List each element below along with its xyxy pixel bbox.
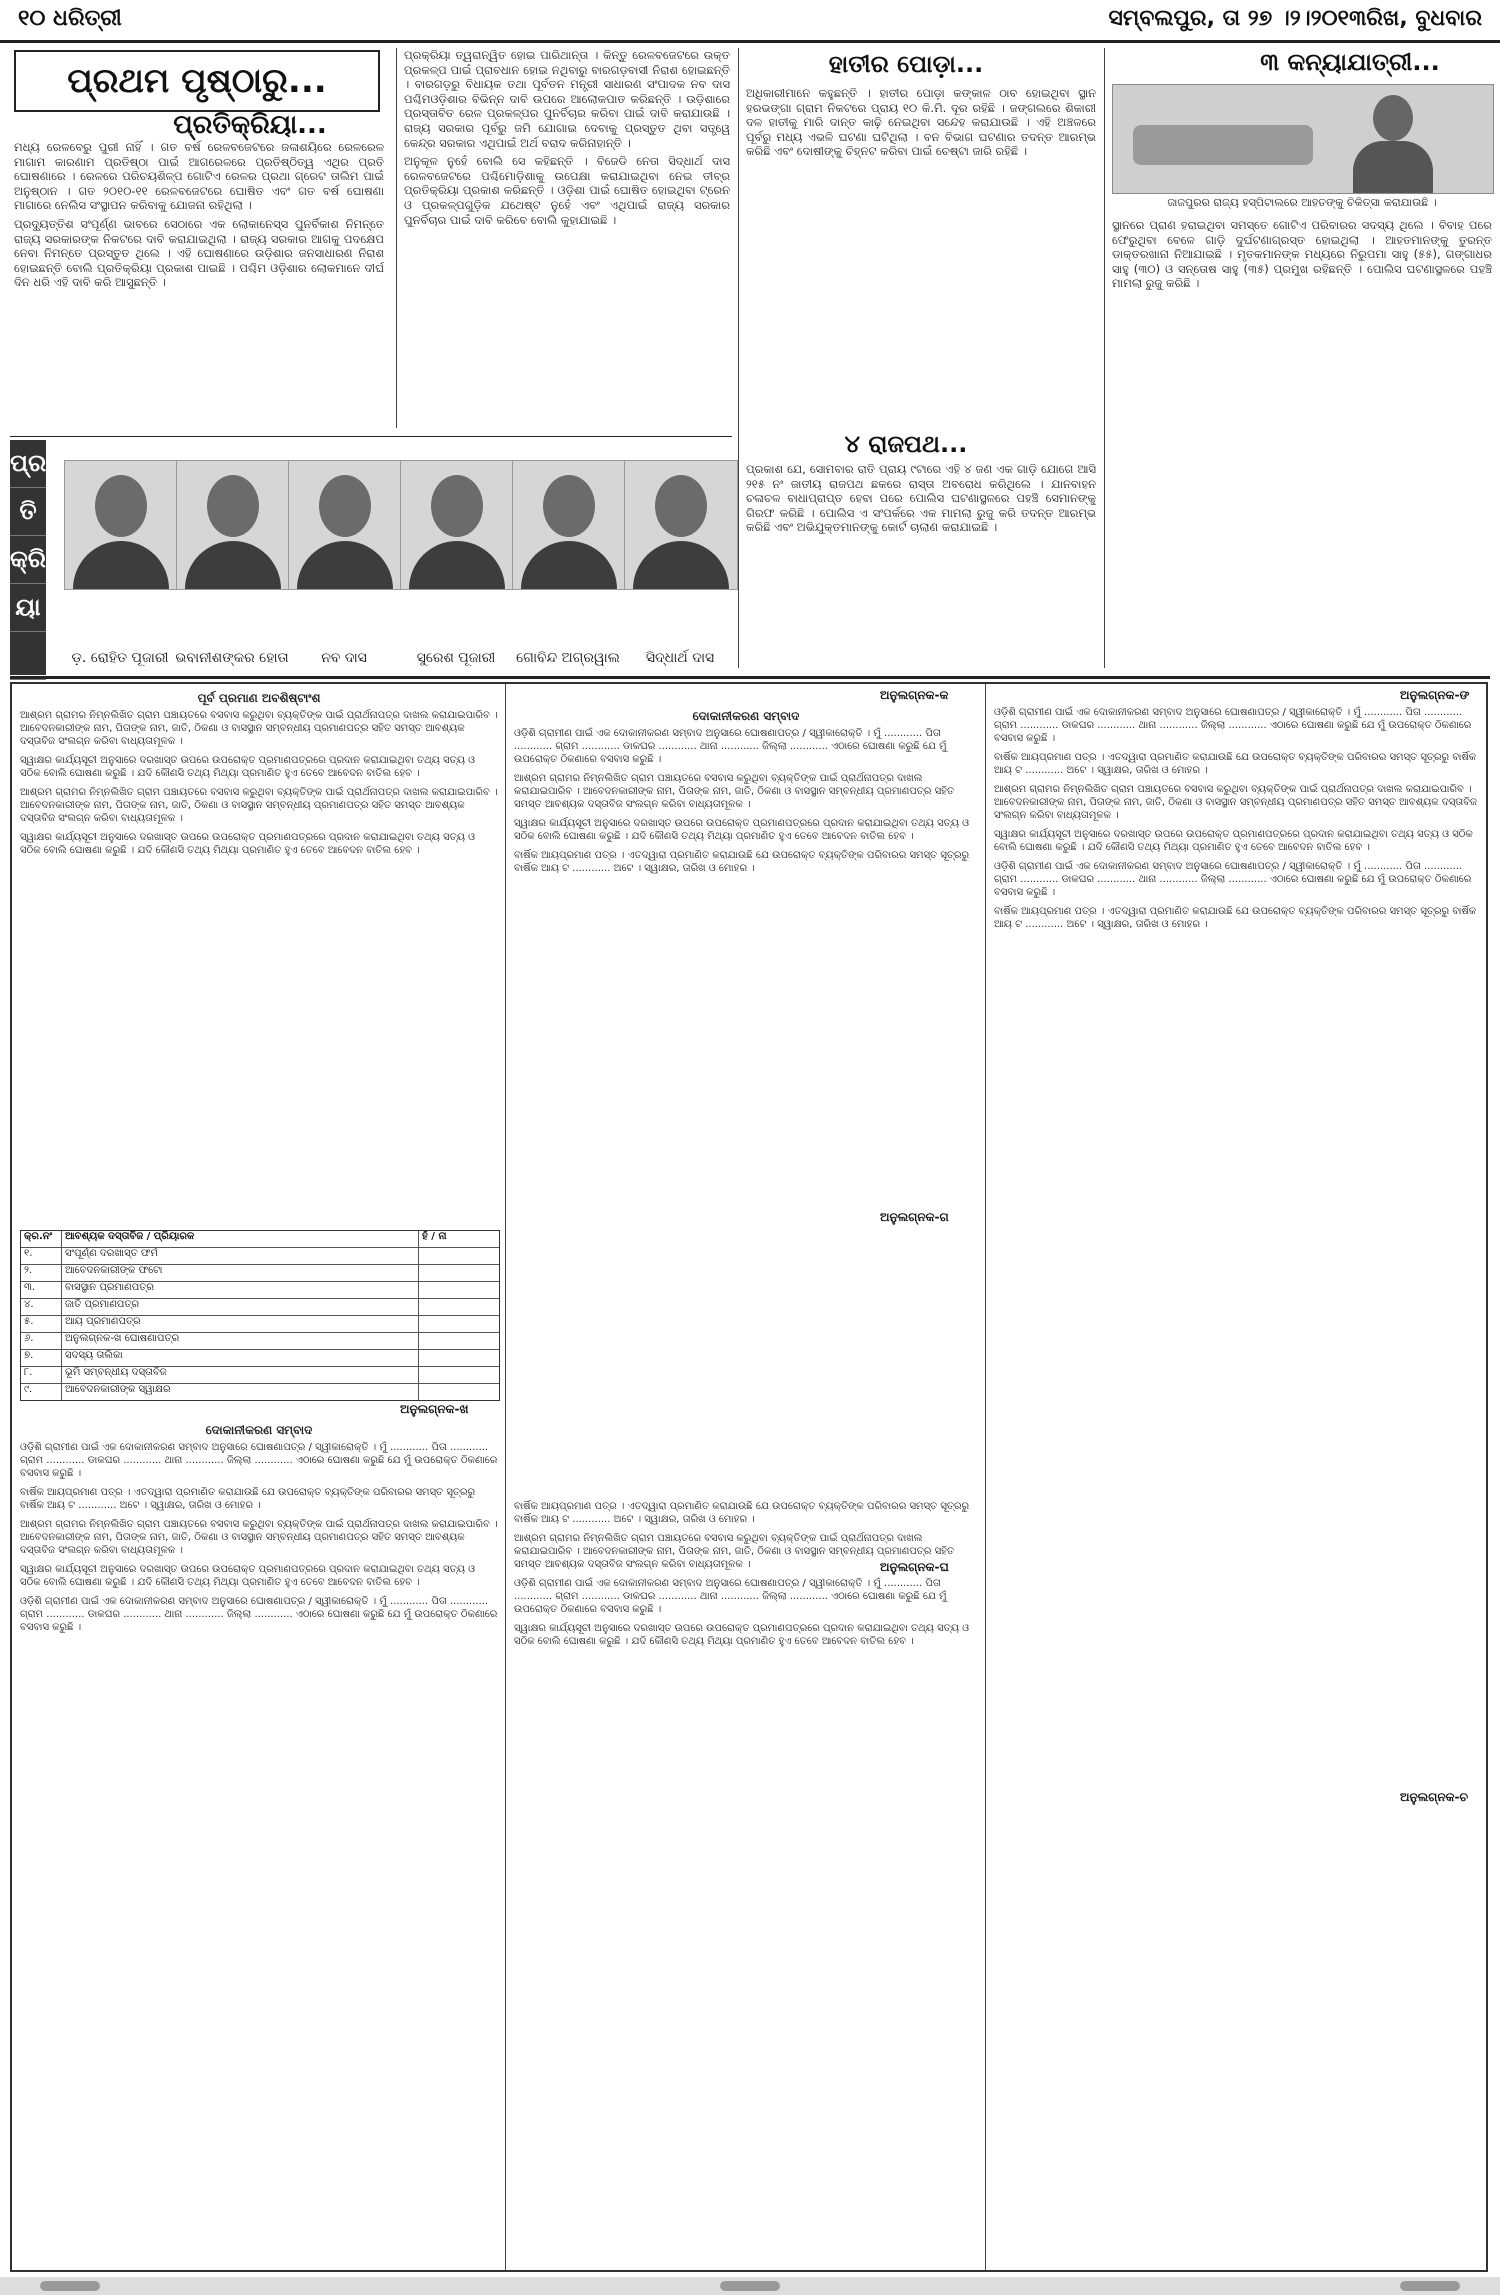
portrait-photo <box>512 460 626 590</box>
form-text-1b: ଆଶ୍ରମ ଗ୍ରାମର ନିମ୍ନଲିଖିତ ଗ୍ରାମ ପଞ୍ଚାୟତରେ ବସବାସ କରୁଥିବା ବ୍ୟକ୍ତିଙ୍କ ପାଇଁ ପ୍ରାର୍ଥନାପତ୍ର ଦାଖଲ କରାଯାଇପାରିବ । ଆବେଦନକାରୀଙ୍କ ନାମ, ପିତାଙ୍କ ନାମ, ଜାତି, ଠିକଣା ଓ ବାସସ୍ଥାନ ସମ୍ବନ୍ଧୀୟ ପ୍ରମାଣପତ୍ର ସହିତ ସମସ୍ତ ଆବଶ୍ୟକ ଦସ୍ତାବିଜ ସଂଲଗ୍ନ କରିବା ବାଧ୍ୟତାମୂଳକ । <box>20 787 498 824</box>
form-text-3d: ଓଡ଼ିଶି ଗ୍ରାମୀଣ ପାଇଁ ଏକ ଦୋକାନୀକରଣ ସମ୍ବାଦ ଅନୁସାରେ ଘୋଷଣାପତ୍ର / ସ୍ୱୀକାରୋକ୍ତି । ମୁଁ ............ ପିତା ............ ଗ୍ରାମ ............ ଡାକଘର ............ ଥାନା ............ ଜିଲ୍ଲା ............ ଏଠାରେ ଘୋଷଣା କରୁଛି ଯେ ମୁଁ ଉପରୋକ୍ତ ଠିକଣାରେ ବସବାସ କରୁଛି । <box>514 728 947 765</box>
form-title-2: ଦୋକାନୀକରଣ ସମ୍ବାଦ <box>205 1423 313 1437</box>
side-tag-char: ପ୍ର <box>10 440 46 488</box>
portrait-caption: ଡ଼. ରୋହିତ ପୂଜାରୀ <box>71 650 169 666</box>
dateline: ସମ୍ବଲପୁର, ତା ୨୭ ।୨।୨୦୧୩ରିଖ, ବୁଧବାର <box>1108 6 1482 31</box>
portrait-caption: ନବ ଦାସ <box>321 650 367 666</box>
annex-label: ଅନୁଲଗ୍ନକ-ଗ <box>880 1210 949 1224</box>
portrait-caption: ଭବାନୀଶଙ୍କର ହୋତା <box>175 650 289 666</box>
table-row: ୪. ଜାତି ପ୍ରମାଣପତ୍ର <box>21 1299 499 1316</box>
story5-headline: ୩ କନ୍ୟାଯାତ୍ରୀ... <box>1260 48 1440 76</box>
table-row: ୯. ଆବେଦନକାରୀଙ୍କ ସ୍ୱାକ୍ଷର <box>21 1384 499 1400</box>
form-text-3: ଓଡ଼ିଶି ଗ୍ରାମୀଣ ପାଇଁ ଏକ ଦୋକାନୀକରଣ ସମ୍ବାଦ ଅନୁସାରେ ଘୋଷଣାପତ୍ର / ସ୍ୱୀକାରୋକ୍ତି । ମୁଁ ............ ପିତା ............ ଗ୍ରାମ ............ ଡାକଘର ............ ଥାନା ............ ଜିଲ୍ଲା ............ ଏଠାରେ ଘୋଷଣା କରୁଛି ଯେ ମୁଁ ଉପରୋକ୍ତ ଠିକଣାରେ ବସବାସ କରୁଛି । <box>20 1442 498 1479</box>
table-header-row <box>21 1231 499 1248</box>
form-text-2f: ସ୍ୱାକ୍ଷର କାର୍ଯ୍ୟସୂଚୀ ଅନୁସାରେ ଦରଖାସ୍ତ ଉପରେ ଉପରୋକ୍ତ ପ୍ରମାଣପତ୍ରରେ ପ୍ରଦାନ କରାଯାଇଥିବା ତଥ୍ୟ ସତ୍ୟ ଓ ସଠିକ ବୋଲି ଘୋଷଣା କରୁଛି । ଯଦି କୌଣସି ତଥ୍ୟ ମିଥ୍ୟା ପ୍ରମାଣିତ ହୁଏ ତେବେ ଆବେଦନ ବାତିଲ ହେବ । <box>994 829 1473 853</box>
portrait-photo <box>176 460 290 590</box>
form-text-1: ଆଶ୍ରମ ଗ୍ରାମର ନିମ୍ନଲିଖିତ ଗ୍ରାମ ପଞ୍ଚାୟତରେ ବସବାସ କରୁଥିବା ବ୍ୟକ୍ତିଙ୍କ ପାଇଁ ପ୍ରାର୍ଥନାପତ୍ର ଦାଖଲ କରାଯାଇପାରିବ । ଆବେଦନକାରୀଙ୍କ ନାମ, ପିତାଙ୍କ ନାମ, ଜାତି, ଠିକଣା ଓ ବାସସ୍ଥାନ ସମ୍ବନ୍ଧୀୟ ପ୍ରମାଣପତ୍ର ସହିତ ସମସ୍ତ ଆବଶ୍ୟକ ଦସ୍ତାବିଜ ସଂଲଗ୍ନ କରିବା ବାଧ୍ୟତାମୂଳକ । <box>20 710 498 747</box>
hospital-photo <box>1112 84 1494 194</box>
side-tag-char: ୟା <box>10 584 46 632</box>
side-tag <box>10 440 46 675</box>
side-tag-char <box>10 632 46 680</box>
story1-paragraph-1: ମଧ୍ୟ ରେଳବେରୁ ପୁରୀ ନାହିଁ । ଗତ ବର୍ଷ ରେଳବଜେଟରେ ଜଳାଶୟିରେ ରେଳରେଳ ମାଗାମ କାରଣାମ ପ୍ରତିଷ୍ଠା ପାଇଁ ଆଗରେଳରେ ପ୍ରତିଷ୍ଠିତ୍ୱ ଏଥିର ପ୍ରତି ଘୋଷଣାରେ । ରେଳରେ ପରିଚୟଶିଳ୍ପ ଗୋଟିଏ ରେଳର ପ୍ରଥା ଗ୍ରେଟ ତାଲିମ ପାଇଁ ଅନୁଷ୍ଠାନ । ଗତ ୨୦୧୦-୧୧ ରେଳବଜେଟରେ ଘୋଷିତ ଏବଂ ଗତ ବର୍ଷ ଘୋଷଣା ମାଗାରେ ନେଲିସ ସଂସ୍ଥାପନ କରିବାକୁ ଯୋଜନା ରହିଥିଲା । <box>14 140 384 213</box>
annex-label: ଅନୁଲଗ୍ନକ-ଚ <box>1400 1790 1469 1804</box>
portrait-caption: ସିଦ୍ଧାର୍ଥ ଦାସ <box>645 650 715 666</box>
table-header: କ୍ର.ନଂ <box>21 1231 62 1247</box>
form-text-1f: ଆଶ୍ରମ ଗ୍ରାମର ନିମ୍ନଲିଖିତ ଗ୍ରାମ ପଞ୍ଚାୟତରେ ବସବାସ କରୁଥିବା ବ୍ୟକ୍ତିଙ୍କ ପାଇଁ ପ୍ରାର୍ଥନାପତ୍ର ଦାଖଲ କରାଯାଇପାରିବ । ଆବେଦନକାରୀଙ୍କ ନାମ, ପିତାଙ୍କ ନାମ, ଜାତି, ଠିକଣା ଓ ବାସସ୍ଥାନ ସମ୍ବନ୍ଧୀୟ ପ୍ରମାଣପତ୍ର ସହିତ ସମସ୍ତ ଆବଶ୍ୟକ ଦସ୍ତାବିଜ ସଂଲଗ୍ନ କରିବା ବାଧ୍ୟତାମୂଳକ । <box>994 784 1477 821</box>
form-block-3 <box>514 706 978 1486</box>
story1-paragraph-2: ପ୍ରଦ୍ୟୁତ୍ତିଶ ସଂପୂର୍ଣ୍ଣ ଭାବରେ ସେଠାରେ ଏକ ଲୋକାନେସ୍ସ ପୁନର୍ବିକାଶ ନିମନ୍ତେ ରାଜ୍ୟ ସରକାରଙ୍କ ନିକଟରେ ଦାବି କରାଯାଇଥିଲା । ରାଜ୍ୟ ସରକାର ଆଗକୁ ପଦକ୍ଷେପ ନେବା ନିମନ୍ତେ ପ୍ରସ୍ତୁତ ଥିଲେ । ଏହି ଘୋଷଣାରେ ଉଡ଼ିଶାର ଜନସାଧାରଣ ନିରାଶ ହୋଇଛନ୍ତି ବୋଲି ପ୍ରତିକ୍ରିୟା ପ୍ରକାଶ ପାଇଛି । ପଶ୍ଚିମ ଓଡ଼ିଶାର ଲୋକମାନେ ଦୀର୍ଘ ଦିନ ଧରି ଏହି ଦାବି କରି ଆସୁଛନ୍ତି । <box>14 216 384 290</box>
form-block-5 <box>994 706 1480 2262</box>
page-label: ୧୦ ଧରିତ୍ରୀ <box>18 6 122 31</box>
table-row: ୫. ଆୟ ପ୍ରମାଣପତ୍ର <box>21 1316 499 1333</box>
story3-headline: ହାତୀର ପୋଡ଼ା... <box>828 50 984 78</box>
story1-body <box>14 140 384 430</box>
table-row: ୩. ବାସସ୍ଥାନ ପ୍ରମାଣପତ୍ର <box>21 1282 499 1299</box>
side-tag-char: କ୍ରି <box>10 536 46 584</box>
form-block-4 <box>514 1500 978 2260</box>
form-title-1: ପୂର୍ବ ପ୍ରମାଣ ଅବଶିଷ୍ଟାଂଶ <box>197 691 321 705</box>
annex-label: ଅନୁଲଗ୍ନକ-ଖ <box>400 1402 469 1416</box>
portrait-photo <box>400 460 514 590</box>
story2-body <box>404 48 730 428</box>
form-title-3: ଦୋକାନୀକରଣ ସମ୍ବାଦ <box>692 709 800 723</box>
table-row: ୮. ଭୂମି ସମ୍ବନ୍ଧୀୟ ଦସ୍ତାବିଜ <box>21 1367 499 1384</box>
page-header <box>0 0 1500 43</box>
form-block-1 <box>20 688 498 1208</box>
story4-body: ପ୍ରକାଶ ଯେ, ସୋମବାର ରାତି ପ୍ରାୟ ୯ଟାରେ ଏହି ୪ ଜଣ ଏକ ଗାଡ଼ି ଯୋଗେ ଆସି ୨୧୫ ନଂ ଜାତୀୟ ରାଜପଥ ଛକରେ ରାସ୍ତା ଅବରୋଧ କରିଥିଲେ । ଯାନବାହନ ଚଳାଚଳ ବାଧାପ୍ରାପ୍ତ ହେବା ପରେ ପୋଲିସ ଘଟଣାସ୍ଥଳରେ ପହଞ୍ଚି ସେମାନଙ୍କୁ ଗିରଫ କରିଛି । ପୋଲିସ ଏ ସଂପର୍କରେ ଏକ ମାମଲା ରୁଜୁ କରି ତଦନ୍ତ ଆରମ୍ଭ କରିଛି ଏବଂ ଅଭିଯୁକ୍ତମାନଙ୍କୁ କୋର୍ଟ ଚାଲାଣ କରାଯାଇଛି । <box>746 462 1096 535</box>
form-text-4: ବାର୍ଷିକ ଆୟପ୍ରମାଣ ପତ୍ର । ଏତଦ୍ୱାରା ପ୍ରମାଣିତ କରାଯାଉଛି ଯେ ଉପରୋକ୍ତ ବ୍ୟକ୍ତିଙ୍କ ପରିବାରର ସମସ୍ତ ସୂତ୍ରରୁ ବାର୍ଷିକ ଆୟ ଟ ............ ଅଟେ । ସ୍ୱାକ୍ଷର, ତାରିଖ ଓ ମୋହର । <box>20 1487 476 1511</box>
form-text-4g: ବାର୍ଷିକ ଆୟପ୍ରମାଣ ପତ୍ର । ଏତଦ୍ୱାରା ପ୍ରମାଣିତ କରାଯାଉଛି ଯେ ଉପରୋକ୍ତ ବ୍ୟକ୍ତିଙ୍କ ପରିବାରର ସମସ୍ତ ସୂତ୍ରରୁ ବାର୍ଷିକ ଆୟ ଟ ............ ଅଟେ । ସ୍ୱାକ୍ଷର, ତାରିଖ ଓ ମୋହର । <box>994 906 1477 930</box>
portrait-caption: ସୁରେଶ ପୂଜାରୀ <box>416 650 496 666</box>
table-header: ଆବଶ୍ୟକ ଦସ୍ତାବିଜ / ପ୍ରିୟାରକ <box>62 1231 419 1247</box>
story4-headline: ୪ ରାଜପଥ... <box>844 430 968 458</box>
checklist-table <box>20 1230 500 1401</box>
story1-headline: ପ୍ରତିକ୍ରିୟା... <box>173 110 327 140</box>
page-footer-bar <box>0 2277 1500 2295</box>
form-text-1d: ଆଶ୍ରମ ଗ୍ରାମର ନିମ୍ନଲିଖିତ ଗ୍ରାମ ପଞ୍ଚାୟତରେ ବସବାସ କରୁଥିବା ବ୍ୟକ୍ତିଙ୍କ ପାଇଁ ପ୍ରାର୍ଥନାପତ୍ର ଦାଖଲ କରାଯାଇପାରିବ । ଆବେଦନକାରୀଙ୍କ ନାମ, ପିତାଙ୍କ ନାମ, ଜାତି, ଠିକଣା ଓ ବାସସ୍ଥାନ ସମ୍ବନ୍ଧୀୟ ପ୍ରମାଣପତ୍ର ସହିତ ସମସ୍ତ ଆବଶ୍ୟକ ଦସ୍ତାବିଜ ସଂଲଗ୍ନ କରିବା ବାଧ୍ୟତାମୂଳକ । <box>514 773 955 810</box>
form-text-4e: ବାର୍ଷିକ ଆୟପ୍ରମାଣ ପତ୍ର । ଏତଦ୍ୱାରା ପ୍ରମାଣିତ କରାଯାଉଛି ଯେ ଉପରୋକ୍ତ ବ୍ୟକ୍ତିଙ୍କ ପରିବାରର ସମସ୍ତ ସୂତ୍ରରୁ ବାର୍ଷିକ ଆୟ ଟ ............ ଅଟେ । ସ୍ୱାକ୍ଷର, ତାରିଖ ଓ ମୋହର । <box>514 1501 970 1525</box>
portrait-photo <box>64 460 178 590</box>
story2-paragraph-1: ପ୍ରକ୍ରିୟା ତ୍ୱରାନ୍ୱିତ ହୋଇ ପାରିଥାନ୍ତା । କିନ୍ତୁ ରେଳବଜେଟରେ ଉକ୍ତ ପ୍ରକଳ୍ପ ପାଇଁ ପ୍ରାବଧାନ ହୋଇ ନଥିବାରୁ ବାରଗଡ଼ବାସୀ ନିରାଶ ହୋଇଛନ୍ତି । ବାରଗଡ଼ରୁ ବିଧାୟକ ତଥା ପୂର୍ବତନ ମନ୍ତ୍ରୀ ସାଧାରଣ ସଂପାଦକ ନବ ଦାସ ପଶ୍ଚିମଓଡ଼ିଶାର ବିଭିନ୍ନ ଦାବି ଉପରେ ଆଲୋକପାତ କରିଛନ୍ତି । ଉଡ଼ିଶାରେ ପ୍ରସ୍ତାବିତ ରେଳ ପ୍ରକଳ୍ପର ପୁନର୍ବିଚାର କରିବା ପାଇଁ ଦାବି କରାଯାଉଛି । ରାଜ୍ୟ ସରକାର ପୂର୍ବରୁ ଜମି ଯୋଗାଇ ଦେବାକୁ ପ୍ରସ୍ତୁତ ଥିବା ସତ୍ତ୍ୱେ କେନ୍ଦ୍ର ସରକାର ଏଥିପାଇଁ ଅର୍ଥ ବରାଦ କରିନାହାନ୍ତି । <box>404 48 730 150</box>
story5-photo-caption: ଜାଜପୁରର ରାଜ୍ୟ ହସ୍ପିଟାଲରେ ଆହତଙ୍କୁ ଚିକିତ୍ସା କରାଯାଉଛି । <box>1167 196 1437 209</box>
form-text-4f: ବାର୍ଷିକ ଆୟପ୍ରମାଣ ପତ୍ର । ଏତଦ୍ୱାରା ପ୍ରମାଣିତ କରାଯାଉଛି ଯେ ଉପରୋକ୍ତ ବ୍ୟକ୍ତିଙ୍କ ପରିବାରର ସମସ୍ତ ସୂତ୍ରରୁ ବାର୍ଷିକ ଆୟ ଟ ............ ଅଟେ । ସ୍ୱାକ୍ଷର, ତାରିଖ ଓ ମୋହର । <box>994 752 1477 776</box>
form-text-2c: ସ୍ୱାକ୍ଷର କାର୍ଯ୍ୟସୂଚୀ ଅନୁସାରେ ଦରଖାସ୍ତ ଉପରେ ଉପରୋକ୍ତ ପ୍ରମାଣପତ୍ରରେ ପ୍ରଦାନ କରାଯାଇଥିବା ତଥ୍ୟ ସତ୍ୟ ଓ ସଠିକ ବୋଲି ଘୋଷଣା କରୁଛି । ଯଦି କୌଣସି ତଥ୍ୟ ମିଥ୍ୟା ପ୍ରମାଣିତ ହୁଏ ତେବେ ଆବେଦନ ବାତିଲ ହେବ । <box>20 1564 476 1588</box>
form-text-1c: ଆଶ୍ରମ ଗ୍ରାମର ନିମ୍ନଲିଖିତ ଗ୍ରାମ ପଞ୍ଚାୟତରେ ବସବାସ କରୁଥିବା ବ୍ୟକ୍ତିଙ୍କ ପାଇଁ ପ୍ରାର୍ଥନାପତ୍ର ଦାଖଲ କରାଯାଇପାରିବ । ଆବେଦନକାରୀଙ୍କ ନାମ, ପିତାଙ୍କ ନାମ, ଜାତି, ଠିକଣା ଓ ବାସସ୍ଥାନ ସମ୍ବନ୍ଧୀୟ ପ୍ରମାଣପତ୍ର ସହିତ ସମସ୍ତ ଆବଶ୍ୟକ ଦସ୍ତାବିଜ ସଂଲଗ୍ନ କରିବା ବାଧ୍ୟତାମୂଳକ । <box>20 1519 498 1556</box>
form-text-2e: ସ୍ୱାକ୍ଷର କାର୍ଯ୍ୟସୂଚୀ ଅନୁସାରେ ଦରଖାସ୍ତ ଉପରେ ଉପରୋକ୍ତ ପ୍ରମାଣପତ୍ରରେ ପ୍ରଦାନ କରାଯାଇଥିବା ତଥ୍ୟ ସତ୍ୟ ଓ ସଠିକ ବୋଲି ଘୋଷଣା କରୁଛି । ଯଦି କୌଣସି ତଥ୍ୟ ମିଥ୍ୟା ପ୍ରମାଣିତ ହୁଏ ତେବେ ଆବେଦନ ବାତିଲ ହେବ । <box>514 1623 970 1647</box>
annex-label: ଅନୁଲଗ୍ନକ-ଙ <box>1400 688 1470 702</box>
form-text-4d: ବାର୍ଷିକ ଆୟପ୍ରମାଣ ପତ୍ର । ଏତଦ୍ୱାରା ପ୍ରମାଣିତ କରାଯାଉଛି ଯେ ଉପରୋକ୍ତ ବ୍ୟକ୍ତିଙ୍କ ପରିବାରର ସମସ୍ତ ସୂତ୍ରରୁ ବାର୍ଷିକ ଆୟ ଟ ............ ଅଟେ । ସ୍ୱାକ୍ଷର, ତାରିଖ ଓ ମୋହର । <box>514 850 970 874</box>
form-text-2: ସ୍ୱାକ୍ଷର କାର୍ଯ୍ୟସୂଚୀ ଅନୁସାରେ ଦରଖାସ୍ତ ଉପରେ ଉପରୋକ୍ତ ପ୍ରମାଣପତ୍ରରେ ପ୍ରଦାନ କରାଯାଇଥିବା ତଥ୍ୟ ସତ୍ୟ ଓ ସଠିକ ବୋଲି ଘୋଷଣା କରୁଛି । ଯଦି କୌଣସି ତଥ୍ୟ ମିଥ୍ୟା ପ୍ରମାଣିତ ହୁଏ ତେବେ ଆବେଦନ ବାତିଲ ହେବ । <box>20 755 476 779</box>
form-text-3f: ଓଡ଼ିଶି ଗ୍ରାମୀଣ ପାଇଁ ଏକ ଦୋକାନୀକରଣ ସମ୍ବାଦ ଅନୁସାରେ ଘୋଷଣାପତ୍ର / ସ୍ୱୀକାରୋକ୍ତି । ମୁଁ ............ ପିତା ............ ଗ୍ରାମ ............ ଡାକଘର ............ ଥାନା ............ ଜିଲ୍ଲା ............ ଏଠାରେ ଘୋଷଣା କରୁଛି ଯେ ମୁଁ ଉପରୋକ୍ତ ଠିକଣାରେ ବସବାସ କରୁଛି । <box>994 707 1472 744</box>
form-text-3g: ଓଡ଼ିଶି ଗ୍ରାମୀଣ ପାଇଁ ଏକ ଦୋକାନୀକରଣ ସମ୍ବାଦ ଅନୁସାରେ ଘୋଷଣାପତ୍ର / ସ୍ୱୀକାରୋକ୍ତି । ମୁଁ ............ ପିତା ............ ଗ୍ରାମ ............ ଡାକଘର ............ ଥାନା ............ ଜିଲ୍ଲା ............ ଏଠାରେ ଘୋଷଣା କରୁଛି ଯେ ମୁଁ ଉପରୋକ୍ତ ଠିକଣାରେ ବସବାସ କରୁଛି । <box>994 861 1472 898</box>
form-text-2d: ସ୍ୱାକ୍ଷର କାର୍ଯ୍ୟସୂଚୀ ଅନୁସାରେ ଦରଖାସ୍ତ ଉପରେ ଉପରୋକ୍ତ ପ୍ରମାଣପତ୍ରରେ ପ୍ରଦାନ କରାଯାଇଥିବା ତଥ୍ୟ ସତ୍ୟ ଓ ସଠିକ ବୋଲି ଘୋଷଣା କରୁଛି । ଯଦି କୌଣସି ତଥ୍ୟ ମିଥ୍ୟା ପ୍ରମାଣିତ ହୁଏ ତେବେ ଆବେଦନ ବାତିଲ ହେବ । <box>514 818 970 842</box>
portrait-photo <box>288 460 402 590</box>
portrait-caption: ଗୋବିନ୍ଦ ଅଗ୍ରୱାଲ <box>516 650 620 666</box>
table-row: ୬. ଅନୁଲଗ୍ନକ-ଖ ଘୋଷଣାପତ୍ର <box>21 1333 499 1350</box>
form-text-1e: ଆଶ୍ରମ ଗ୍ରାମର ନିମ୍ନଲିଖିତ ଗ୍ରାମ ପଞ୍ଚାୟତରେ ବସବାସ କରୁଥିବା ବ୍ୟକ୍ତିଙ୍କ ପାଇଁ ପ୍ରାର୍ଥନାପତ୍ର ଦାଖଲ କରାଯାଇପାରିବ । ଆବେଦନକାରୀଙ୍କ ନାମ, ପିତାଙ୍କ ନାମ, ଜାତି, ଠିକଣା ଓ ବାସସ୍ଥାନ ସମ୍ବନ୍ଧୀୟ ପ୍ରମାଣପତ୍ର ସହିତ ସମସ୍ତ ଆବଶ୍ୟକ ଦସ୍ତାବିଜ ସଂଲଗ୍ନ କରିବା ବାଧ୍ୟତାମୂଳକ । <box>514 1533 955 1570</box>
table-row: ୭. ସଦସ୍ୟ ତାଲିକା <box>21 1350 499 1367</box>
story2-paragraph-2: ଅନୁକୂଳ ନୁହେଁ ବୋଲି ସେ କହିଛନ୍ତି । ବିଜେଡି ନେତା ସିଦ୍ଧାର୍ଥ ଦାସ ରେଳବଜେଟରେ ପଶ୍ଚିମୋଡ଼ିଶାକୁ ଉପେକ୍ଷା କରାଯାଇଥିବା ନେଇ ତୀବ୍ର ପ୍ରତିକ୍ରିୟା ପ୍ରକାଶ କରିଛନ୍ତି । ଓଡ଼ିଶା ପାଇଁ ଘୋଷିତ ହୋଇଥିବା ଟ୍ରେନ ଓ ପ୍ରକଳ୍ପଗୁଡ଼ିକ ଯଥେଷ୍ଟ ନୁହେଁ ଏବଂ ଏଥିପାଇଁ ରାଜ୍ୟ ସରକାର ପୁନର୍ବିଚାର ପାଇଁ ଦାବି କରିବେ ବୋଲି କୁହାଯାଇଛି । <box>404 154 730 227</box>
table-row: ୧. ସଂପୂର୍ଣ୍ଣ ଦରଖାସ୍ତ ଫର୍ମ <box>21 1248 499 1265</box>
annex-label: ଅନୁଲଗ୍ନକ-କ <box>880 688 949 702</box>
form-text-3e: ଓଡ଼ିଶି ଗ୍ରାମୀଣ ପାଇଁ ଏକ ଦୋକାନୀକରଣ ସମ୍ବାଦ ଅନୁସାରେ ଘୋଷଣାପତ୍ର / ସ୍ୱୀକାରୋକ୍ତି । ମୁଁ ............ ପିତା ............ ଗ୍ରାମ ............ ଡାକଘର ............ ଥାନା ............ ଜିଲ୍ଲା ............ ଏଠାରେ ଘୋଷଣା କରୁଛି ଯେ ମୁଁ ଉପରୋକ୍ତ ଠିକଣାରେ ବସବାସ କରୁଛି । <box>514 1578 947 1615</box>
story1-box-title: ପ୍ରଥମ ପୃଷ୍ଠାରୁ... <box>14 50 380 112</box>
form-text-3c: ଓଡ଼ିଶି ଗ୍ରାମୀଣ ପାଇଁ ଏକ ଦୋକାନୀକରଣ ସମ୍ବାଦ ଅନୁସାରେ ଘୋଷଣାପତ୍ର / ସ୍ୱୀକାରୋକ୍ତି । ମୁଁ ............ ପିତା ............ ଗ୍ରାମ ............ ଡାକଘର ............ ଥାନା ............ ଜିଲ୍ଲା ............ ଏଠାରେ ଘୋଷଣା କରୁଛି ଯେ ମୁଁ ଉପରୋକ୍ତ ଠିକଣାରେ ବସବାସ କରୁଛି । <box>20 1596 498 1633</box>
table-header: ହଁ / ନା <box>422 1231 447 1242</box>
portrait-photo <box>624 460 738 590</box>
story3-body: ଅଧିକାରୀମାନେ କହୁଛନ୍ତି । ହାତୀର ପୋଡ଼ା କଙ୍କାଳ ଠାବ ହୋଇଥିବା ସ୍ଥାନ ହରଭଙ୍ଗା ଗ୍ରାମ ନିକଟରେ ପ୍ରାୟ ୧୦ କି.ମି. ଦୂର ରହିଛି । ଜଙ୍ଗଲରେ ଶିକାରୀ ଦଳ ହାତୀକୁ ମାରି ଦାନ୍ତ କାଢ଼ି ନେଇଥିବା ସନ୍ଦେହ କରାଯାଉଛି । ଏହି ଅଞ୍ଚଳରେ ପୂର୍ବରୁ ମଧ୍ୟ ଏଭଳି ଘଟଣା ଘଟିଥିଲା । ବନ ବିଭାଗ ଘଟଣାର ତଦନ୍ତ ଆରମ୍ଭ କରିଛି ଏବଂ ଦୋଷୀଙ୍କୁ ଚିହ୍ନଟ କରିବା ପାଇଁ ଚେଷ୍ଟା ଜାରି ରହିଛି । <box>746 86 1096 159</box>
side-tag-char: ତି <box>10 488 46 536</box>
form-text-2b: ସ୍ୱାକ୍ଷର କାର୍ଯ୍ୟସୂଚୀ ଅନୁସାରେ ଦରଖାସ୍ତ ଉପରେ ଉପରୋକ୍ତ ପ୍ରମାଣପତ୍ରରେ ପ୍ରଦାନ କରାଯାଇଥିବା ତଥ୍ୟ ସତ୍ୟ ଓ ସଠିକ ବୋଲି ଘୋଷଣା କରୁଛି । ଯଦି କୌଣସି ତଥ୍ୟ ମିଥ୍ୟା ପ୍ରମାଣିତ ହୁଏ ତେବେ ଆବେଦନ ବାତିଲ ହେବ । <box>20 832 476 856</box>
table-row: ୨. ଆବେଦନକାରୀଙ୍କ ଫଟୋ <box>21 1265 499 1282</box>
form-block-2 <box>20 1420 498 2260</box>
story5-body: ସ୍ଥାନରେ ପ୍ରାଣ ହରାଇଥିବା ସମସ୍ତେ ଗୋଟିଏ ପରିବାରର ସଦସ୍ୟ ଥିଲେ । ବିବାହ ପରେ ଫେରୁଥିବା ବେଳେ ଗାଡ଼ି ଦୁର୍ଘଟଣାଗ୍ରସ୍ତ ହୋଇଥିଲା । ଆହତମାନଙ୍କୁ ତୁରନ୍ତ ଡାକ୍ତରଖାନା ନିଆଯାଇଛି । ମୃତକମାନଙ୍କ ମଧ୍ୟରେ ନିରୁପମା ସାହୁ (୫୫), ଗଙ୍ଗାଧର ସାହୁ (୩୦) ଓ ସନ୍ତୋଷ ସାହୁ (୩୫) ପ୍ରମୁଖ ରହିଛନ୍ତି । ପୋଲିସ ଘଟଣାସ୍ଥଳରେ ପହଞ୍ଚି ମାମଲା ରୁଜୁ କରିଛି । <box>1112 218 1492 291</box>
annex-label: ଅନୁଲଗ୍ନକ-ଘ <box>880 1560 949 1574</box>
